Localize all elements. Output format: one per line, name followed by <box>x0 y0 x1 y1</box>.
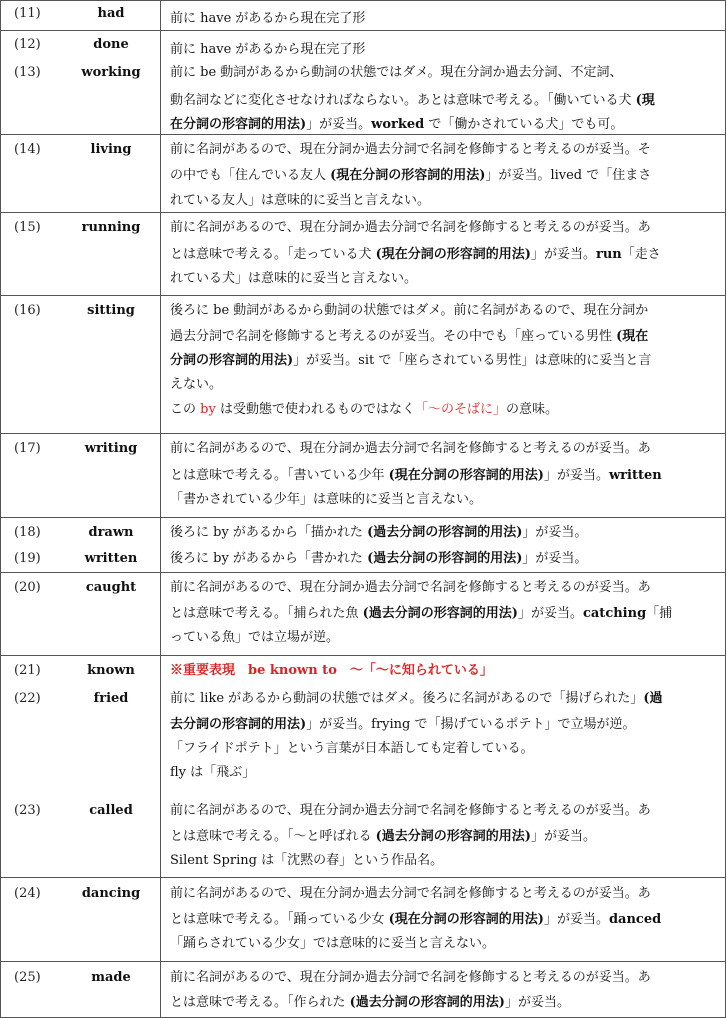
row-divider <box>0 517 726 518</box>
text-segment: は受動態で使われるものではなく <box>215 402 415 417</box>
explanation-line <box>170 802 722 820</box>
row-divider <box>0 961 726 962</box>
text-segment: っている魚」では立場が逆。 <box>170 630 340 645</box>
column-divider <box>0 0 1 1018</box>
answer-word: had <box>97 6 125 21</box>
question-number: (19) <box>14 551 41 566</box>
highlighted-text: ※重要表現 be known to ～「～に知られている」 <box>170 663 493 678</box>
explanation-line <box>170 994 722 1012</box>
row-divider <box>0 877 726 878</box>
explanation-line <box>170 935 722 953</box>
explanation-line <box>170 764 722 782</box>
answer-word: writing <box>84 441 138 456</box>
explanation-line <box>170 716 722 734</box>
explanation-line <box>170 302 722 320</box>
explanation-line <box>170 328 722 346</box>
explanation-line <box>170 116 722 134</box>
explanation-line <box>170 440 722 458</box>
answer-word: living <box>90 142 132 157</box>
text-segment: 」が妥当。 <box>530 247 596 262</box>
bold-text: 去分詞の形容詞的用法) <box>170 717 307 732</box>
text-segment: 「書かされている少年」は意味的に妥当と言えない。 <box>170 492 483 507</box>
explanation-line <box>170 579 722 597</box>
row-divider <box>0 30 726 31</box>
row-divider <box>0 433 726 434</box>
explanation-line <box>170 192 722 210</box>
question-number: (14) <box>14 142 41 157</box>
text-segment: fly は「飛ぶ」 <box>170 765 256 780</box>
text-segment: 前に名詞があるので、現在分詞か過去分詞で名詞を修飾すると考えるのが妥当。そ <box>170 142 651 157</box>
explanation-line <box>170 524 722 542</box>
text-segment: 前に名詞があるので、現在分詞か過去分詞で名詞を修飾すると考えるのが妥当。あ <box>170 886 651 901</box>
text-segment: 」が妥当。lived で「住まさ <box>485 168 652 183</box>
row-divider <box>0 0 726 1</box>
question-number: (20) <box>14 580 41 595</box>
explanation-line <box>170 969 722 987</box>
explanation-line <box>170 629 722 647</box>
explanation-line <box>170 491 722 509</box>
question-number: (21) <box>14 663 41 678</box>
answer-word: running <box>81 220 141 235</box>
text-segment: とは意味で考える。「捕られた魚 <box>170 606 363 621</box>
column-divider <box>160 0 161 1018</box>
bold-text: (現在 <box>616 329 649 344</box>
explanation-line <box>170 141 722 159</box>
explanation-line <box>170 167 722 185</box>
text-segment: 」が妥当。 <box>530 829 596 844</box>
text-segment: とは意味で考える。「踊っている少女 <box>170 912 389 927</box>
text-segment: Silent Spring は「沈黙の春」という作品名。 <box>170 853 444 868</box>
bold-text: (現在分詞の形容詞的用法) <box>375 247 531 262</box>
explanation-line <box>170 352 722 370</box>
question-number: (23) <box>14 803 41 818</box>
row-divider <box>0 295 726 296</box>
question-number: (16) <box>14 303 41 318</box>
row-divider <box>0 134 726 135</box>
text-segment: 前に have があるから現在完了形 <box>170 42 366 57</box>
explanation-line <box>170 401 722 419</box>
question-number: (17) <box>14 441 41 456</box>
question-number: (22) <box>14 691 41 706</box>
explanation-line <box>170 911 722 929</box>
text-segment: 後ろに be 動詞があるから動詞の状態ではダメ。前に名詞があるので、現在分詞か <box>170 303 649 318</box>
text-segment: で「働かされている犬」でも可。 <box>424 117 624 132</box>
text-segment: 前に名詞があるので、現在分詞か過去分詞で名詞を修飾すると考えるのが妥当。あ <box>170 803 651 818</box>
question-number: (11) <box>14 6 41 21</box>
row-divider <box>0 212 726 213</box>
bold-text: written <box>608 468 662 483</box>
highlighted-text: by <box>200 402 216 417</box>
bold-text: (過去分詞の形容詞的用法) <box>362 606 518 621</box>
answer-word: drawn <box>88 525 134 540</box>
text-segment: 」が妥当。 <box>543 912 609 927</box>
bold-text: (過 <box>643 691 663 706</box>
text-segment: 過去分詞で名詞を修飾すると考えるのが妥当。その中でも「座っている男性 <box>170 329 617 344</box>
explanation-line <box>170 690 722 708</box>
explanation-line <box>170 740 722 758</box>
text-segment: 動名詞などに変化させなければならない。あとは意味で考える。「働いている犬 <box>170 93 636 108</box>
text-segment: 前に have があるから現在完了形 <box>170 11 366 26</box>
bold-text: (現在分詞の形容詞的用法) <box>388 468 544 483</box>
text-segment: とは意味で考える。「走っている犬 <box>170 247 376 262</box>
row-divider <box>0 655 726 656</box>
answer-word: sitting <box>87 303 135 318</box>
text-segment: 前に名詞があるので、現在分詞か過去分詞で名詞を修飾すると考えるのが妥当。あ <box>170 441 651 456</box>
bold-text: (過去分詞の形容詞的用法) <box>367 551 523 566</box>
answer-word: known <box>87 663 135 678</box>
bold-text: danced <box>608 912 662 927</box>
question-number: (18) <box>14 525 41 540</box>
text-segment: 」が妥当。 <box>517 606 583 621</box>
text-segment: 「踊らされている少女」では意味的に妥当と言えない。 <box>170 936 496 951</box>
bold-text: (現在分詞の形容詞的用法) <box>388 912 544 927</box>
bold-text: (現 <box>635 93 655 108</box>
explanation-line <box>170 246 722 264</box>
text-segment: の意味。 <box>505 402 558 417</box>
explanation-line <box>170 376 722 394</box>
explanation-line <box>170 852 722 870</box>
text-segment: れている友人」は意味的に妥当と言えない。 <box>170 193 431 208</box>
text-segment: 」が妥当。 <box>543 468 609 483</box>
text-segment: 後ろに by があるから「描かれた <box>170 525 368 540</box>
answer-word: dancing <box>81 886 141 901</box>
explanation-line <box>170 41 722 59</box>
explanation-line <box>170 64 722 82</box>
bold-text: worked <box>371 117 425 132</box>
question-number: (15) <box>14 220 41 235</box>
text-segment: 」が妥当。sit で「座らされている男性」は意味的に妥当と言 <box>293 353 652 368</box>
text-segment: とは意味で考える。「～と呼ばれる <box>170 829 376 844</box>
answer-word: fried <box>93 691 129 706</box>
question-number: (24) <box>14 886 41 901</box>
text-segment: 「フライドポテト」という言葉が日本語しても定着している。 <box>170 741 534 756</box>
answer-word: made <box>91 970 131 985</box>
answer-word: working <box>81 65 141 80</box>
highlighted-text: 「～のそばに」 <box>414 402 506 417</box>
question-number: (12) <box>14 37 41 52</box>
explanation-line <box>170 270 722 288</box>
text-segment: この <box>170 402 201 417</box>
bold-text: (過去分詞の形容詞的用法) <box>367 525 523 540</box>
bold-text: (現在分詞の形容詞的用法) <box>330 168 486 183</box>
text-segment: 前に like があるから動詞の状態ではダメ。後ろに名詞があるので「揚げられた」 <box>170 691 644 706</box>
explanation-line <box>170 828 722 846</box>
row-divider <box>0 572 726 573</box>
text-segment: 前に名詞があるので、現在分詞か過去分詞で名詞を修飾すると考えるのが妥当。あ <box>170 220 651 235</box>
text-segment: 」が妥当。 <box>504 995 570 1010</box>
question-number: (13) <box>14 65 41 80</box>
text-segment: 「捕 <box>646 606 673 621</box>
text-segment: 「走さ <box>621 247 661 262</box>
text-segment: 」が妥当。frying で「揚げているポテト」で立場が逆。 <box>306 717 636 732</box>
text-segment: 後ろに by があるから「書かれた <box>170 551 368 566</box>
explanation-line <box>170 10 722 28</box>
explanation-line <box>170 550 722 568</box>
text-segment: えない。 <box>170 377 223 392</box>
text-segment: 」が妥当。 <box>306 117 372 132</box>
answer-word: done <box>93 37 129 52</box>
bold-text: 在分詞の形容詞的用法) <box>170 117 307 132</box>
text-segment: れている犬」は意味的に妥当と言えない。 <box>170 271 418 286</box>
explanation-line <box>170 219 722 237</box>
answer-word: written <box>84 551 138 566</box>
bold-text: (過去分詞の形容詞的用法) <box>349 995 505 1010</box>
text-segment: とは意味で考える。「作られた <box>170 995 350 1010</box>
text-segment: とは意味で考える。「書いている少年 <box>170 468 389 483</box>
answer-word: caught <box>85 580 137 595</box>
text-segment: 」が妥当。 <box>522 551 588 566</box>
answer-word: called <box>89 803 133 818</box>
text-segment: 前に be 動詞があるから動詞の状態ではダメ。現在分詞か過去分詞、不定詞、 <box>170 65 623 80</box>
text-segment: 」が妥当。 <box>522 525 588 540</box>
bold-text: 分詞の形容詞的用法) <box>170 353 294 368</box>
text-segment: 前に名詞があるので、現在分詞か過去分詞で名詞を修飾すると考えるのが妥当。あ <box>170 970 651 985</box>
bold-text: catching <box>582 606 647 621</box>
text-segment: の中でも「住んでいる友人 <box>170 168 331 183</box>
explanation-line <box>170 467 722 485</box>
bold-text: run <box>595 247 622 262</box>
explanation-line <box>170 92 722 110</box>
explanation-line <box>170 605 722 623</box>
explanation-line <box>170 885 722 903</box>
question-number: (25) <box>14 970 41 985</box>
bold-text: (過去分詞の形容詞的用法) <box>375 829 531 844</box>
text-segment: 前に名詞があるので、現在分詞か過去分詞で名詞を修飾すると考えるのが妥当。あ <box>170 580 651 595</box>
explanation-line <box>170 662 722 680</box>
